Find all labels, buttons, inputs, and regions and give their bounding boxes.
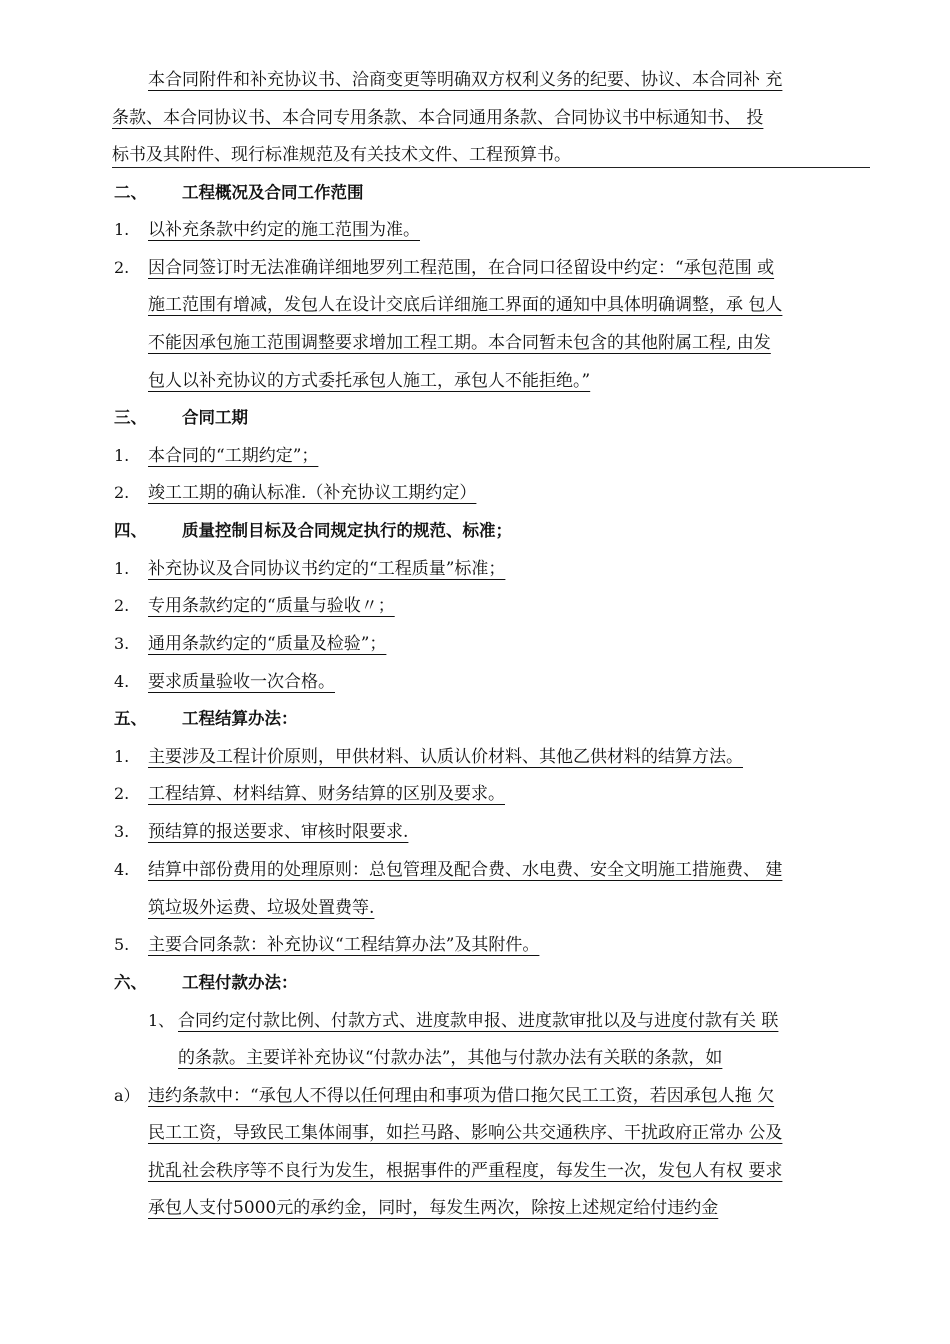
intro-line-2: 条款、本合同协议书、本合同专用条款、本合同通用条款、合同协议书中标通知书、 投 [112,108,764,128]
item-number: a） [114,1086,140,1105]
item-number: 5. [114,935,130,954]
section-6-number: 六、 [114,973,147,992]
item-number: 1. [114,559,130,578]
section-4-title: 质量控制目标及合同规定执行的规范、标准； [182,521,512,540]
list-item: 补充协议及合同协议书约定的“工程质量”标准； [148,559,506,579]
list-item-line: 不能因承包施工范围调整要求增加工程工期。本合同暂未包含的其他附属工程, 由发 [148,333,771,353]
intro-line-1: 本合同附件和补充协议书、洽商变更等明确双方权利义务的纪要、协议、本合同补 充 [148,70,783,90]
item-number: 2. [114,596,130,615]
list-item: 以补充条款中约定的施工范围为准。 [148,220,420,240]
section-2-number: 二、 [114,183,147,202]
section-5-number: 五、 [114,709,147,728]
section-3-number: 三、 [114,408,147,427]
item-number: 2. [114,784,130,803]
item-number: 4. [114,860,130,879]
list-item: 主要涉及工程计价原则，甲供材料、认质认价材料、其他乙供材料的结算方法。 [148,747,743,767]
item-number: 2. [114,258,130,277]
list-item-line: 违约条款中：“承包人不得以任何理由和事项为借口拖欠民工工资，若因承包人拖 欠 [148,1086,775,1106]
list-item: 工程结算、材料结算、财务结算的区别及要求。 [148,784,505,804]
list-item-line: 民工工资，导致民工集体闹事，如拦马路、影响公共交通秩序、干扰政府正常办 公及 [148,1123,783,1143]
list-item-line: 包人以补充协议的方式委托承包人施工，承包人不能拒绝。” [148,371,591,391]
item-number: 1. [114,220,130,239]
list-item-line: 因合同签订时无法准确详细地罗列工程范围，在合同口径留设中约定：“承包范围 或 [148,258,775,278]
section-6-title: 工程付款办法： [182,973,298,992]
list-item: 通用条款约定的“质量及检验”； [148,634,387,654]
section-2-title: 工程概况及合同工作范围 [182,183,364,202]
intro-line-3: 标书及其附件、现行标准规范及有关技术文件、工程预算书。 [112,145,571,165]
list-item-line: 结算中部份费用的处理原则：总包管理及配合费、水电费、安全文明施工措施费、 建 [148,860,783,880]
list-item-line: 承包人支付5000元的承约金，同时，每发生两次，除按上述规定给付违约金 [148,1198,719,1218]
list-item: 本合同的“工期约定”； [148,446,319,466]
list-item: 竣工工期的确认标准.（补充协议工期约定） [148,483,477,503]
item-number: 4. [114,672,130,691]
item-number: 1. [114,747,130,766]
list-item-line: 合同约定付款比例、付款方式、进度款申报、进度款审批以及与进度付款有关 联 [178,1011,779,1031]
item-number: 3. [114,634,130,653]
list-item: 主要合同条款：补充协议“工程结算办法”及其附件。 [148,935,540,955]
item-number: 1. [114,446,130,465]
list-item-line: 的条款。主要详补充协议“付款办法”，其他与付款办法有关联的条款，如 [178,1048,723,1068]
list-item: 专用条款约定的“质量与验收〃； [148,596,395,616]
section-5-title: 工程结算办法： [182,709,298,728]
item-number: 3. [114,822,130,841]
list-item-line: 筑垃圾外运费、垃圾处置费等. [148,898,375,918]
list-item-line: 施工范围有增减，发包人在设计交底后详细施工界面的通知中具体明确调整，承 包人 [148,295,783,315]
item-number: 2. [114,483,130,502]
section-4-number: 四、 [114,521,147,540]
section-divider [112,167,870,168]
section-3-title: 合同工期 [182,408,248,427]
list-item-line: 扰乱社会秩序等不良行为发生，根据事件的严重程度，每发生一次，发包人有权 要求 [148,1161,783,1181]
list-item: 预结算的报送要求、审核时限要求. [148,822,409,842]
item-number: 1、 [148,1011,175,1030]
list-item: 要求质量验收一次合格。 [148,672,335,692]
